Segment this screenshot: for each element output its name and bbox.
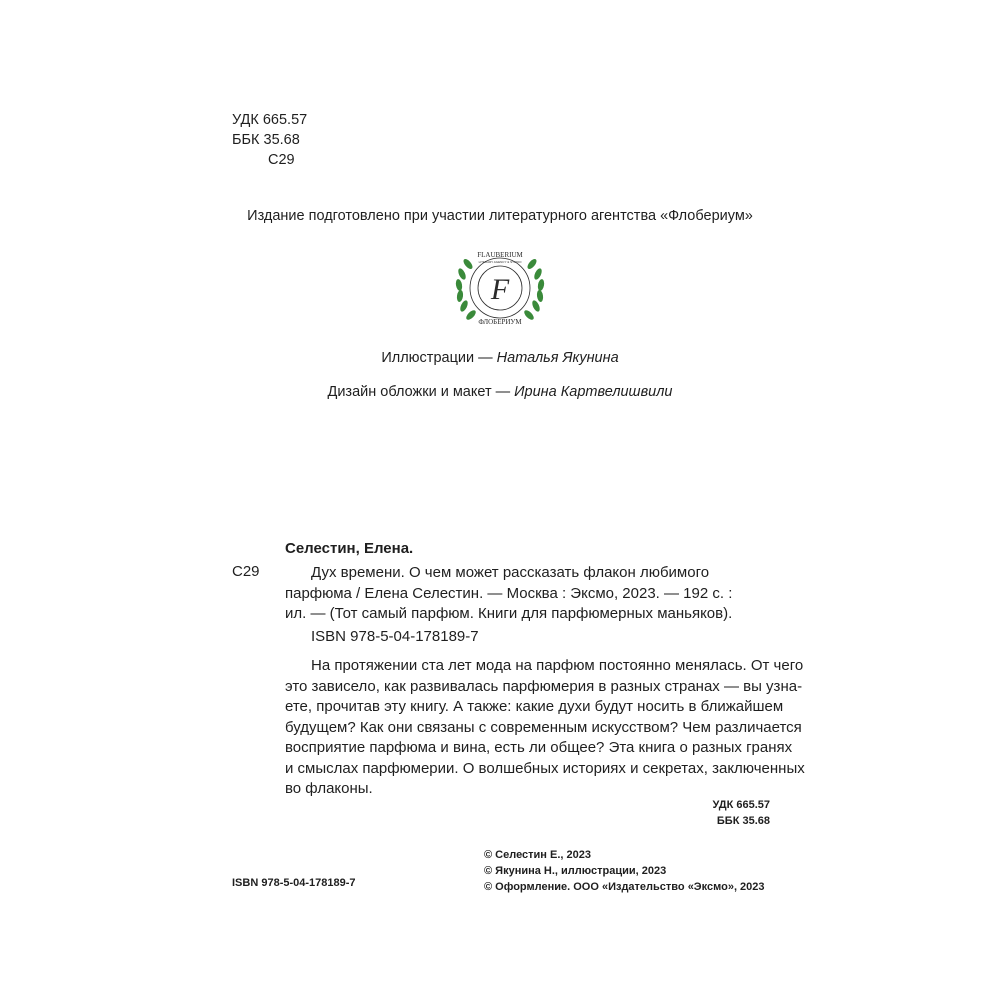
- logo-top-text: FLAUBERIUM: [477, 251, 523, 259]
- annotation-line: восприятие парфюма и вина, есть ли общее? Эта книга о разных гранях: [285, 739, 793, 756]
- illustrations-credit: [0, 350, 1000, 366]
- copyright-line: © Селестин Е., 2023: [484, 849, 591, 861]
- classification-block: [232, 110, 307, 170]
- biblio-line: Дух времени. О чем может рассказать флакон любимого: [311, 564, 710, 581]
- author-sign: С29: [268, 152, 295, 168]
- bibliographic-description: [285, 563, 773, 625]
- logo-bottom-text: ФЛОБЕРИУМ: [478, 318, 522, 326]
- biblio-line: парфюма / Елена Селестин. — Москва : Эксмо, 2023. — 192 с. :: [285, 584, 733, 602]
- footer-isbn: ISBN 978-5-04-178189-7: [232, 877, 356, 889]
- margin-author-sign: С29: [232, 563, 260, 580]
- logo-small-text: LITERARY AGENCY & STUDIO: [478, 260, 522, 264]
- copyright-line: © Оформление. ООО «Издательство «Эксмо», 2023: [484, 881, 765, 893]
- annotation-line: и смыслах парфюмерии. О волшебных историях и секретах, заключенных: [285, 759, 805, 777]
- author-heading: Селестин, Елена.: [285, 540, 414, 557]
- isbn-number: ISBN 978-5-04-178189-7: [311, 628, 479, 645]
- agency-note: Издание подготовлено при участии литературного агентства «Флобериум»: [247, 208, 753, 224]
- biblio-line: ил. — (Тот самый парфюм. Книги для парфюмерных маньяков).: [285, 605, 733, 622]
- copyright-line: © Якунина Н., иллюстрации, 2023: [484, 865, 667, 877]
- flauberium-laurel-logo-icon: [450, 244, 550, 330]
- illustrator-name: Наталья Якунина: [496, 350, 619, 366]
- footer-udk: УДК 665.57: [712, 799, 770, 811]
- design-label: Дизайн обложки и макет —: [327, 384, 515, 400]
- designer-name: Ирина Картвелишвили: [514, 384, 673, 400]
- logo-letter: F: [490, 273, 510, 306]
- annotation: [285, 656, 805, 800]
- annotation-line: ете, прочитав эту книгу. А также: какие духи будут носить в ближайшем: [285, 698, 784, 715]
- footer-bbk: ББК 35.68: [716, 815, 770, 827]
- footer-classification: [640, 797, 770, 829]
- annotation-line: это зависело, как развивалась парфюмерия в разных странах — вы узна-: [285, 677, 803, 695]
- bbk-code: ББК 35.68: [232, 132, 300, 148]
- illustrations-label: Иллюстрации —: [381, 350, 497, 366]
- udk-code: УДК 665.57: [232, 112, 308, 128]
- copyright-block: [484, 847, 765, 895]
- annotation-line: будущем? Как они связаны с современным искусством? Чем различается: [285, 718, 802, 736]
- design-credit: [0, 384, 1000, 400]
- annotation-line: На протяжении ста лет мода на парфюм постоянно менялась. От чего: [311, 657, 804, 674]
- annotation-line: во флаконы.: [285, 780, 373, 797]
